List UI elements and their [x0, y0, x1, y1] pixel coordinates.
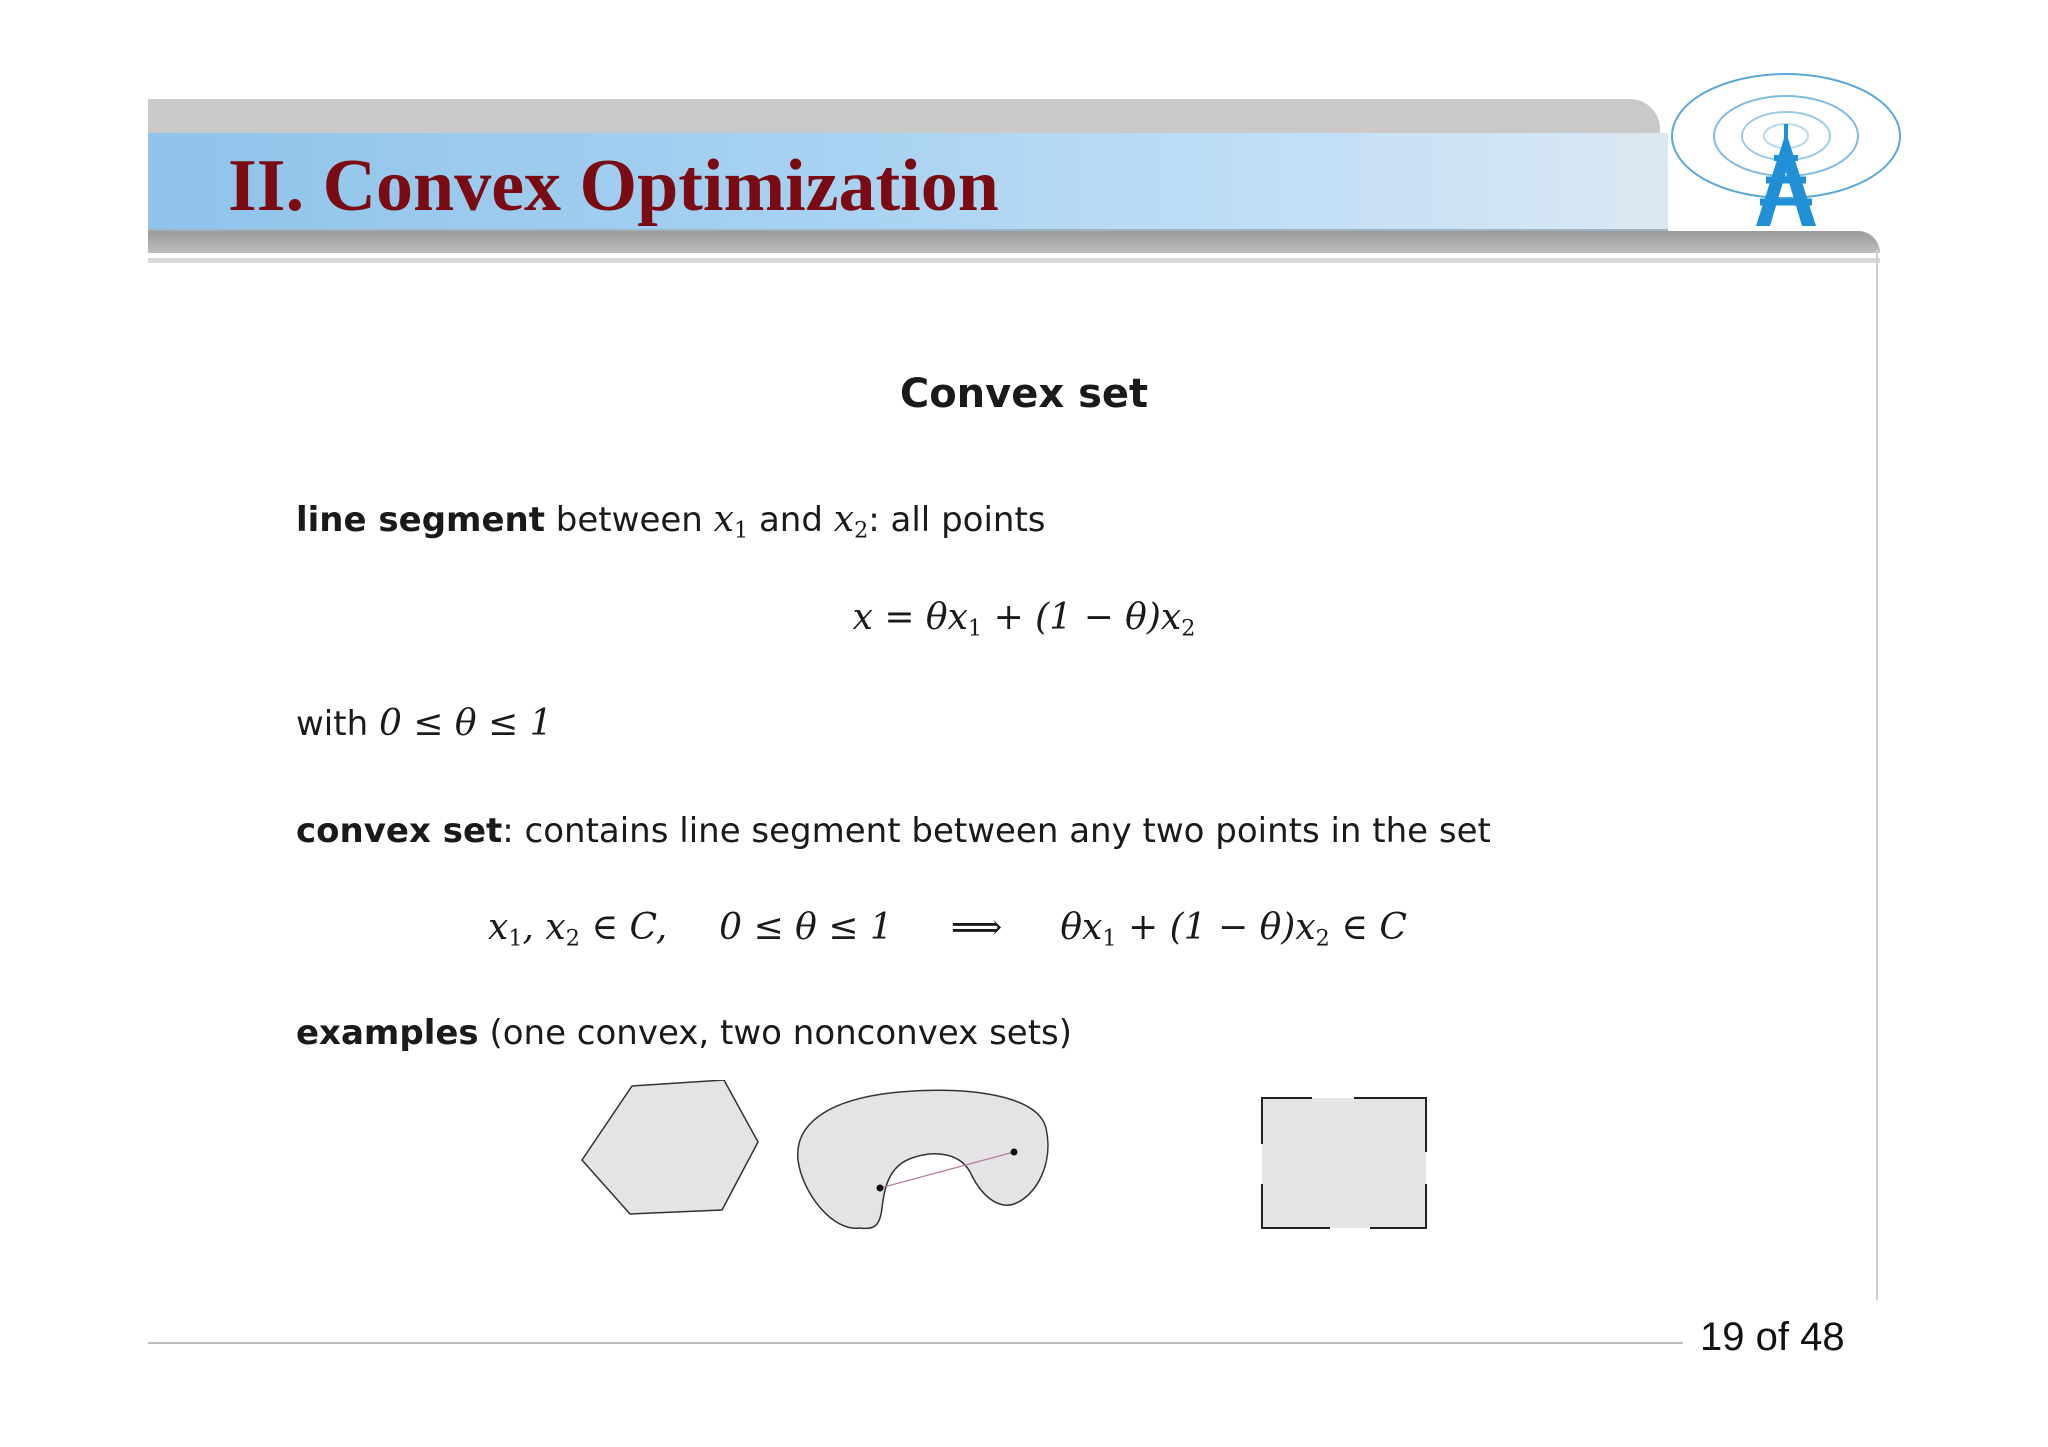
header-divider — [148, 258, 1880, 263]
example-shapes — [570, 1080, 1450, 1260]
term-examples: examples — [296, 1013, 479, 1053]
section-heading: Convex set — [899, 371, 1149, 417]
footer-divider — [148, 1342, 1683, 1344]
page-number: 19 of 48 — [1700, 1315, 1845, 1359]
kidney-nonconvex-shape — [798, 1090, 1048, 1228]
header-banner-top — [148, 99, 1660, 133]
convex-set-definition: convex set: contains line segment between any two points in the set — [296, 811, 1491, 851]
slide-title: II. Convex Optimization — [228, 145, 999, 227]
line-segment-definition: line segment between $x_1$ and $x_2$: all points — [296, 499, 1046, 544]
segment-endpoint — [877, 1185, 884, 1192]
hexagon-convex-shape — [582, 1080, 758, 1214]
square-nonconvex-shape — [1262, 1098, 1426, 1228]
theta-range: with 0 ≤ θ ≤ 1 — [296, 703, 553, 744]
term-convex-set: convex set — [296, 811, 503, 851]
radio-tower-icon — [1666, 60, 1906, 230]
examples-line: examples (one convex, two nonconvex sets) — [296, 1013, 1073, 1053]
segment-endpoint — [1011, 1149, 1018, 1156]
line-segment-equation: $x = \theta x_1 + (1 - \theta)x_2$ — [852, 597, 1196, 642]
header-banner-bottom — [148, 231, 1880, 253]
term-line-segment: line segment — [296, 500, 545, 540]
convex-set-equation: $x_1$, $x_2$ ∈ C, 0 ≤ θ ≤ 1 ⟹ $\theta x_1 + (1 - \theta)x_2$ ∈ C — [488, 907, 1407, 952]
